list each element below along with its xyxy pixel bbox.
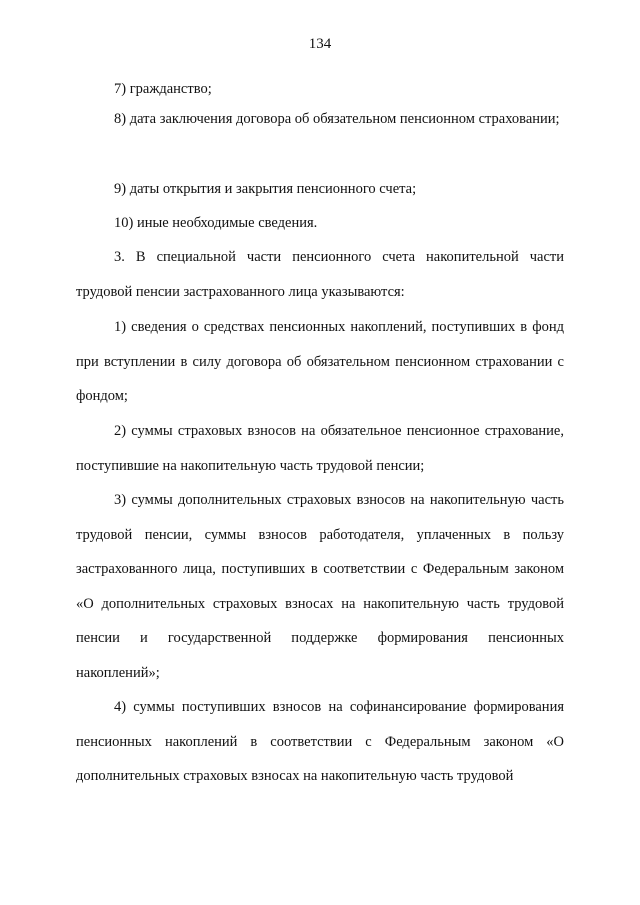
paragraph-item-10: 10) иные необходимые сведения.: [114, 215, 318, 231]
paragraph-subitem-1: 1) сведения о средствах пенсионных накоплений, поступивших в фонд при вступлении в силу договора об обязательном пенсионном страховании с фондом;: [76, 319, 564, 404]
paragraph-item-8: 8) дата заключения договора об обязательном пенсионном страховании;: [114, 111, 560, 127]
paragraph-item-9: 9) даты открытия и закрытия пенсионного счета;: [114, 181, 417, 197]
page-number: 134: [308, 36, 332, 52]
paragraph-subitem-4: 4) суммы поступивших взносов на софинансирование формирования пенсионных накоплений в соответствии с Федеральным законом «О дополнительных страховых взносах на накопительную часть трудовой: [76, 699, 564, 784]
paragraph-subitem-2: 2) суммы страховых взносов на обязательное пенсионное страхование, поступившие на накопительную часть трудовой пенсии;: [76, 423, 564, 474]
paragraph-subitem-3: 3) суммы дополнительных страховых взносов на накопительную часть трудовой пенсии, суммы взносов работодателя, уплаченных в пользу застрахованного лица, поступивших в соответствии с Федеральным законом «О дополнительных страховых взносах на накопительную часть трудовой пенсии и государственной поддержке формирования пенсионных накоплений»;: [76, 492, 564, 681]
paragraph-item-7: 7) гражданство;: [114, 81, 212, 97]
paragraph-section-3: 3. В специальной части пенсионного счета накопительной части трудовой пенсии застрахованного лица указываются:: [76, 249, 564, 300]
